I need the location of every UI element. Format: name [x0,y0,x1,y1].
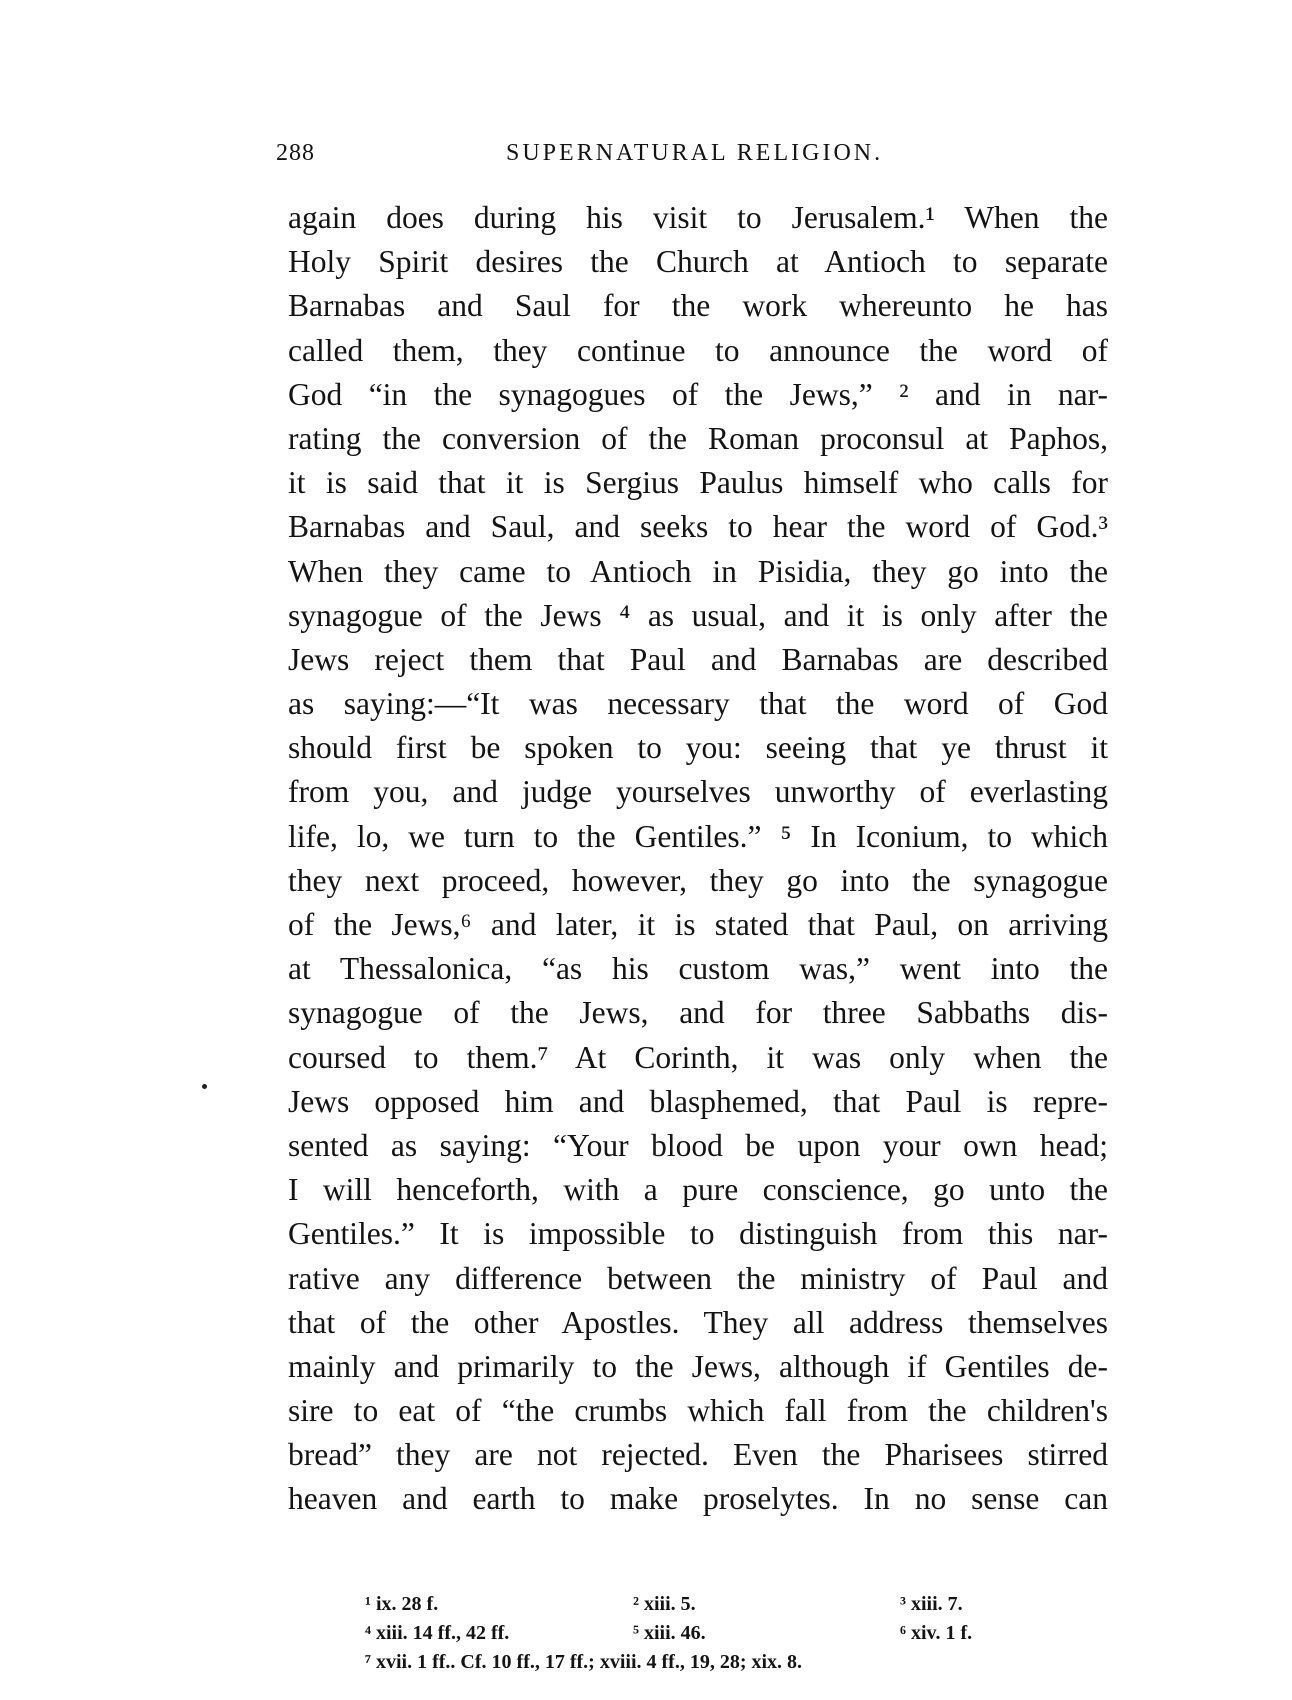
text-line: synagogue of the Jews ⁴ as usual, and it is only after the [288,597,1108,633]
text-line: I will henceforth, with a pure conscience, go unto the [288,1172,1108,1208]
text-line: from you, and judge yourselves unworthy of everlasting [288,774,1108,810]
text-line: Jews reject them that Paul and Barnabas are described [288,641,1108,677]
page-number: 288 [276,140,315,166]
text-line: rating the conversion of the Roman proconsul at Paphos, [288,420,1108,456]
text-line: that of the other Apostles. They all address themselves [288,1304,1108,1340]
text-line: Barnabas and Saul, and seeks to hear the word of God.³ [288,509,1108,545]
text-line: life, lo, we turn to the Gentiles.” ⁵ In Iconium, to which [288,818,1108,854]
text-line: called them, they continue to announce the word of [288,332,1108,368]
text-line: synagogue of the Jews, and for three Sabbaths dis- [288,995,1108,1031]
footnote-5: ⁵ xiii. 46. [633,1622,706,1644]
text-line: should first be spoken to you: seeing that ye thrust it [288,730,1108,766]
footnote-2: ² xiii. 5. [633,1593,696,1615]
text-line: heaven and earth to make proselytes. In no sense can [288,1481,1108,1517]
text-line: as saying:—“It was necessary that the word of God [288,686,1108,722]
page-header [276,140,896,176]
print-speck [202,1084,207,1089]
text-line: it is said that it is Sergius Paulus himself who calls for [288,465,1108,501]
text-line: coursed to them.⁷ At Corinth, it was only when the [288,1039,1108,1075]
text-line: they next proceed, however, they go into the synagogue [288,862,1108,898]
text-line: Barnabas and Saul for the work whereunto he has [288,288,1108,324]
text-line: at Thessalonica, “as his custom was,” went into the [288,951,1108,987]
text-line: again does during his visit to Jerusalem.¹ When the [288,200,1108,235]
footnote-1: ¹ ix. 28 f. [365,1593,439,1615]
text-line: Gentiles.” It is impossible to distinguish from this nar- [288,1216,1108,1252]
footnote-6: ⁶ xiv. 1 f. [900,1622,973,1644]
text-line: Jews opposed him and blasphemed, that Paul is repre- [288,1083,1108,1119]
running-head: SUPERNATURAL RELIGION. [506,140,884,166]
footnote-3: ³ xiii. 7. [900,1593,963,1615]
footnote-4: ⁴ xiii. 14 ff., 42 ff. [365,1622,510,1644]
footnotes [365,1590,1055,1677]
footnote-row [365,1619,1055,1648]
footnote-row [365,1648,1055,1677]
footnote-row [365,1590,1055,1619]
body-text [288,196,1108,1522]
footnote-7: ⁷ xvii. 1 ff.. Cf. 10 ff., 17 ff.; xviii. 4 ff., 19, 28; xix. 8. [365,1651,803,1673]
text-line: When they came to Antioch in Pisidia, they go into the [288,553,1108,589]
text-line: mainly and primarily to the Jews, although if Gentiles de- [288,1348,1108,1384]
text-line: rative any difference between the ministry of Paul and [288,1260,1108,1296]
text-line: bread” they are not rejected. Even the Pharisees stirred [288,1437,1108,1473]
text-line: sented as saying: “Your blood be upon your own head; [288,1127,1108,1163]
text-line: God “in the synagogues of the Jews,” ² and in nar- [288,376,1108,412]
text-line: Holy Spirit desires the Church at Antioch to separate [288,244,1108,280]
text-line: sire to eat of “the crumbs which fall from the children's [288,1393,1108,1429]
text-line: of the Jews,⁶ and later, it is stated that Paul, on arriving [288,907,1108,942]
